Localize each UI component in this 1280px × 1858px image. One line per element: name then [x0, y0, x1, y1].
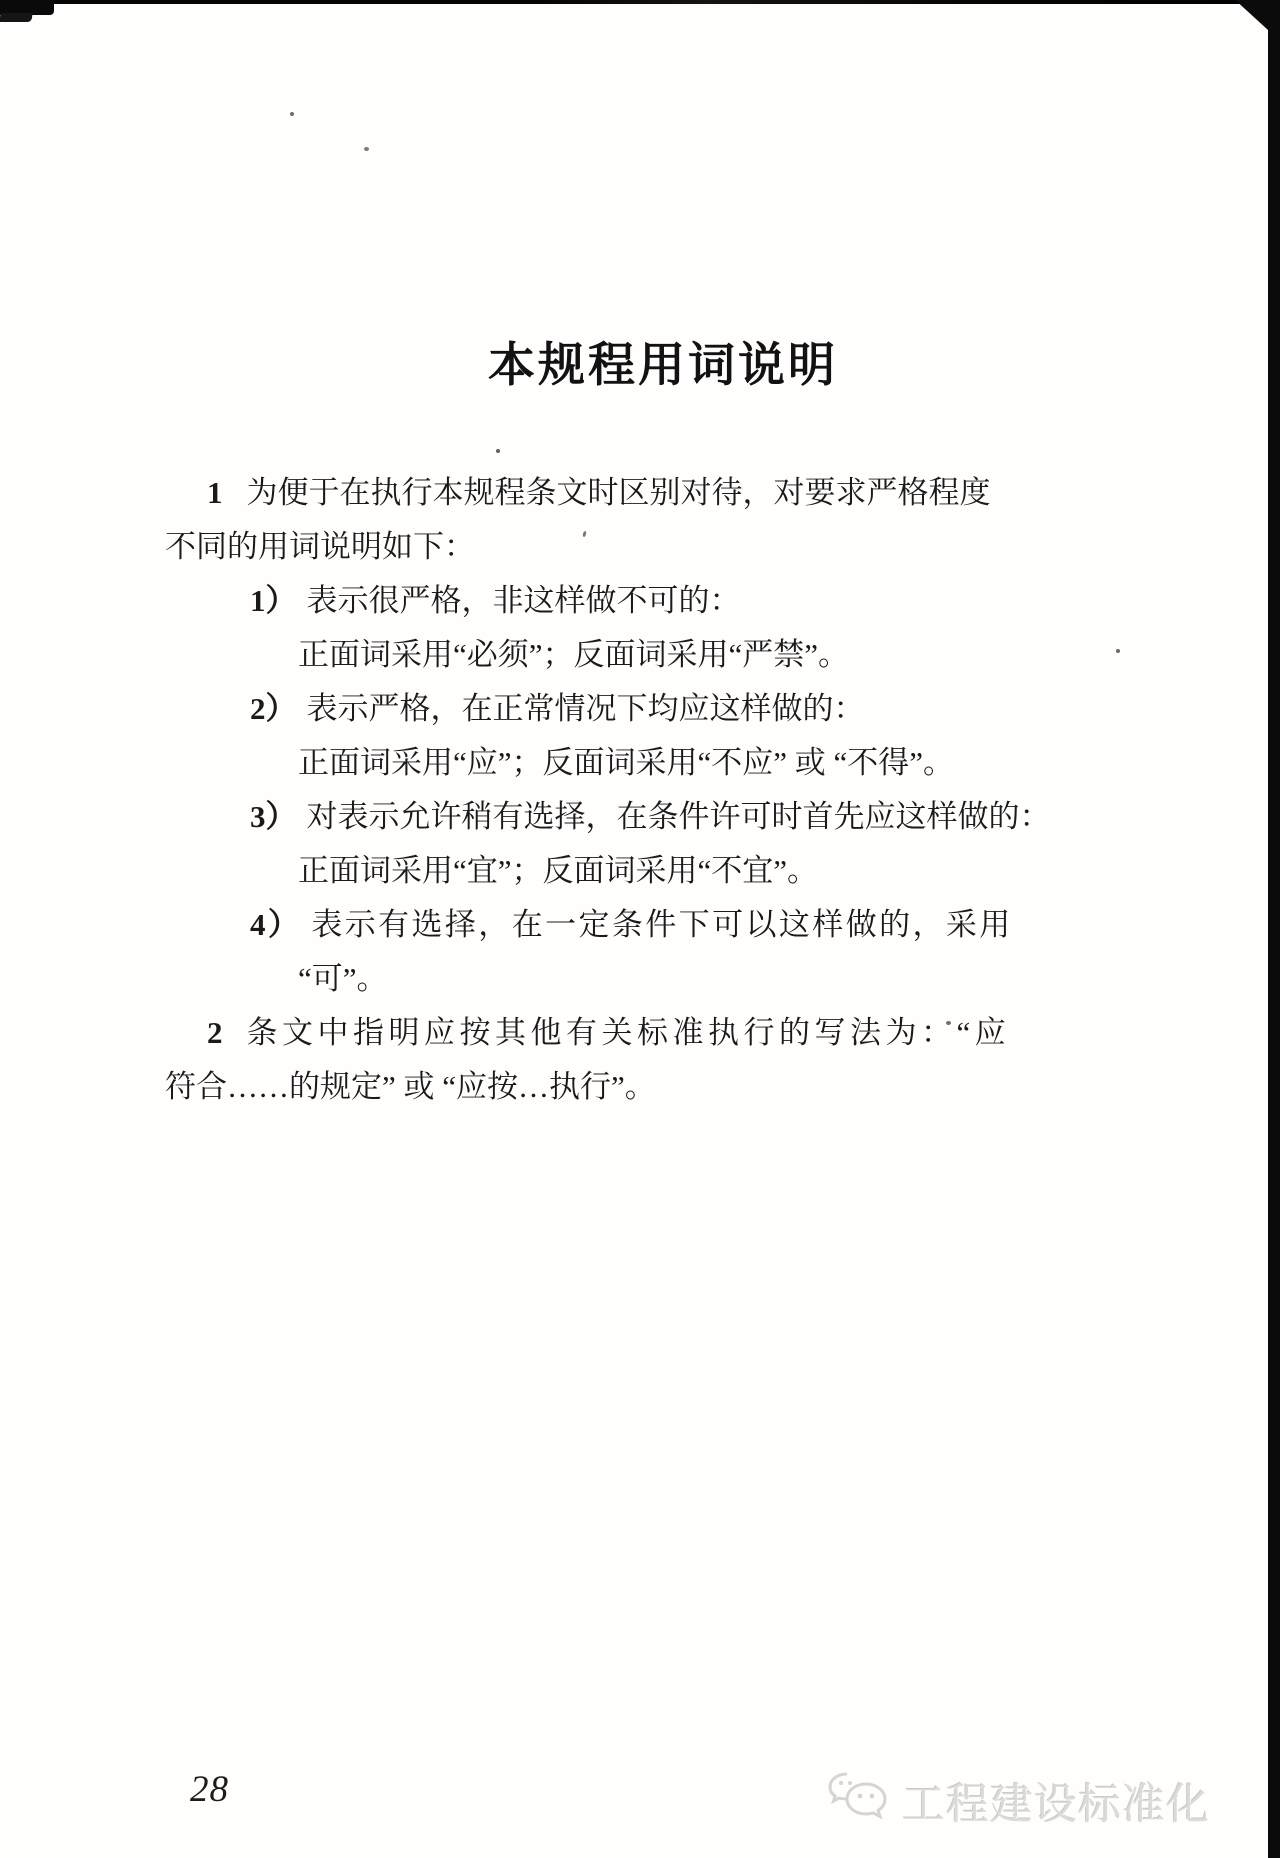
line-text: 表示严格，在正常情况下均应这样做的： [306, 691, 865, 726]
body-line [165, 682, 1025, 736]
body-line [165, 574, 1025, 628]
item-number: 1） [250, 583, 297, 618]
scan-speck [496, 449, 500, 453]
watermark [826, 1770, 1210, 1833]
line-text: 正面词采用“宜”；反面词采用“不宜”。 [298, 853, 819, 888]
page-title: 本规程用词说明 [488, 340, 838, 392]
line-text: 符合……的规定” 或 “应按…执行”。 [165, 1069, 656, 1104]
body-line [165, 952, 1025, 1006]
body-line [165, 844, 1025, 898]
scan-speck [1116, 649, 1120, 653]
document-body [165, 466, 1051, 1114]
body-line [165, 520, 1025, 574]
item-number: 2 [207, 1015, 223, 1050]
scan-top-edge-artifact [0, 0, 1280, 4]
line-text: 为便于在执行本规程条文时区别对待，对要求严格程度 [246, 475, 991, 510]
scan-speck [290, 112, 294, 116]
line-text: 正面词采用“必须”；反面词采用“严禁”。 [298, 637, 850, 672]
body-line [165, 736, 1025, 790]
wechat-logo-icon [826, 1770, 892, 1833]
body-line [165, 1006, 1025, 1060]
item-number: 2） [250, 691, 297, 726]
line-text: 条文中指明应按其他有关标准执行的写法为：“应 [246, 1015, 1011, 1050]
scan-right-edge-artifact [1268, 0, 1280, 1858]
line-text: 对表示允许稍有选择，在条件许可时首先应这样做的： [306, 799, 1051, 834]
line-text: 表示有选择，在一定条件下可以这样做的，采用 [311, 907, 1013, 942]
line-text: 不同的用词说明如下： [165, 529, 475, 564]
scan-speck [364, 147, 369, 151]
body-line [165, 898, 1025, 952]
scan-corner-smudge [0, 13, 33, 22]
item-number: 3） [250, 799, 297, 834]
item-number: 4） [250, 907, 302, 942]
line-text: 表示很严格，非这样做不可的： [306, 583, 741, 618]
body-line [165, 628, 1025, 682]
body-line [165, 1060, 1025, 1114]
watermark-text: 工程建设标准化 [902, 1781, 1210, 1829]
page-number: 28 [190, 1769, 229, 1810]
line-text: 正面词采用“应”；反面词采用“不应” 或 “不得”。 [298, 745, 955, 780]
scan-corner-artifact [1228, 0, 1268, 30]
line-text: “可”。 [298, 961, 388, 996]
body-line [165, 790, 1051, 844]
item-number: 1 [207, 475, 223, 510]
body-line [165, 466, 1025, 520]
